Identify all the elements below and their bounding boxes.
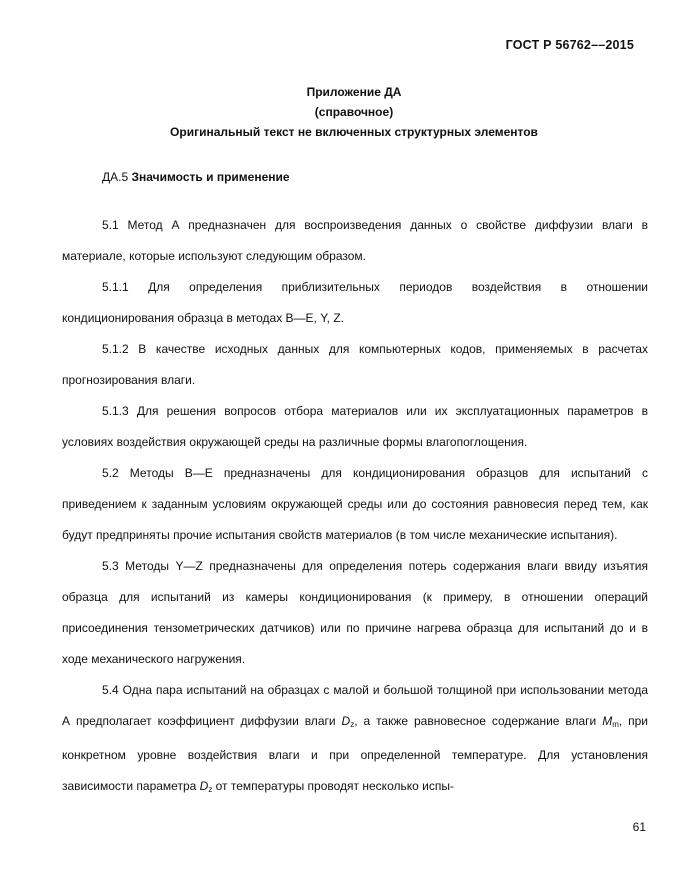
- appendix-heading: [60, 82, 648, 142]
- appendix-subtitle: (справочное): [314, 105, 394, 119]
- paragraph-5-1-3: 5.1.3 Для решения вопросов отбора материалов или их эксплуатационных параметров в условиях воздействия окружающей среды на различные формы влагопоглощения.: [62, 404, 648, 449]
- body-text: [62, 210, 648, 805]
- appendix-title: Приложение ДА: [306, 85, 402, 99]
- section-number: ДА.5: [102, 170, 129, 184]
- paragraph-5-4-part3: , при конкретном уровне воздействия влаги и при определенной температуре. Для установления зависимости параметра: [62, 714, 649, 793]
- paragraph-5-4-part2: , а также равновесное содержание влаги: [354, 714, 603, 728]
- paragraph-5-1-1: 5.1.1 Для определения приблизительных периодов воздействия в отношении кондиционирования образца в методах В—Е, Y, Z.: [62, 280, 648, 325]
- page-number: 61: [632, 820, 646, 834]
- diffusion-coefficient-subscript: z: [350, 720, 355, 729]
- moisture-content-subscript: m: [612, 720, 619, 729]
- diffusion-coefficient-symbol: D: [341, 714, 351, 728]
- section-name: Значимость и применение: [128, 170, 290, 184]
- paragraph-5-4-part1: 5.4 Одна пара испытаний на образцах с малой и большой толщиной при использовании метода А предполагает коэффициент диффузии влаги: [62, 683, 648, 728]
- paragraph-5-2: 5.2 Методы В—Е предназначены для кондиционирования образцов для испытаний с приведением к заданным условиям окружающей среды или до состояния равновесия перед тем, как будут предприняты прочие испытания свойств материалов (в том числе механические испытания).: [62, 466, 648, 542]
- paragraph-5-4: [62, 675, 648, 805]
- section-title: [102, 168, 290, 186]
- diffusion-coefficient-symbol-2: D: [199, 779, 209, 793]
- paragraph-5-3: 5.3 Методы Y—Z предназначены для определения потерь содержания влаги ввиду изъятия образца для испытаний из камеры кондиционирования (к примеру, в отношении операций присоединения тензометрических датчиков) или по причине нагрева образца для испытаний до и в ходе механического нагружения.: [62, 559, 648, 666]
- standard-code: ГОСТ Р 56762––2015: [505, 38, 634, 52]
- paragraph-5-4-part4: от температуры проводят несколько испы-: [212, 779, 454, 793]
- diffusion-coefficient-subscript-2: z: [208, 785, 213, 794]
- paragraph-5-1: 5.1 Метод А предназначен для воспроизведения данных о свойстве диффузии влаги в материале, которые используют следующим образом.: [62, 218, 648, 263]
- paragraph-5-1-2: 5.1.2 В качестве исходных данных для компьютерных кодов, применяемых в расчетах прогнозирования влаги.: [62, 342, 648, 387]
- appendix-description: Оригинальный текст не включенных структурных элементов: [170, 125, 538, 139]
- moisture-content-symbol: M: [602, 714, 613, 728]
